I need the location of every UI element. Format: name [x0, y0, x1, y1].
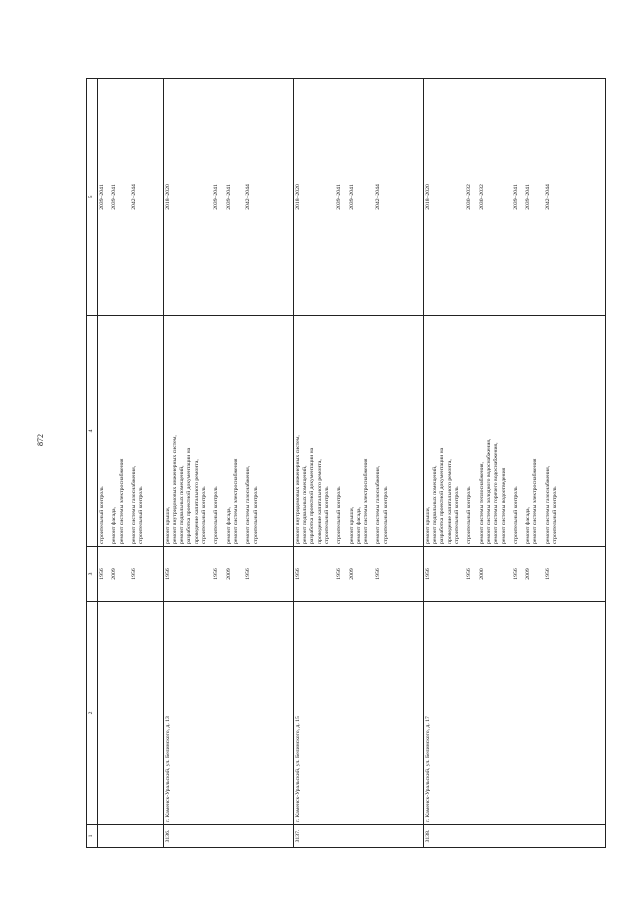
construction-year: 2009: [225, 568, 232, 580]
construction-year: [309, 549, 316, 599]
construction-year: 1956: [99, 568, 105, 580]
planned-period: [186, 81, 193, 313]
planned-period: [454, 81, 461, 313]
planned-period: 2042–2044: [375, 184, 382, 210]
year-cell: [98, 547, 164, 602]
table-row: [98, 79, 164, 848]
construction-year: [119, 549, 126, 599]
work-item: ремонт системы теплоснабжения,: [478, 462, 485, 544]
year-cell: [293, 547, 423, 602]
construction-year: [532, 549, 539, 599]
work-cell: [293, 316, 423, 547]
construction-year: 1956: [375, 568, 382, 580]
work-item: ремонт системы газоснабжения,: [245, 465, 252, 544]
construction-year: 1956: [130, 568, 137, 580]
construction-year: [233, 549, 240, 599]
construction-year: [194, 549, 201, 599]
construction-year: [363, 549, 370, 599]
construction-year: [356, 549, 363, 599]
planned-period: [493, 81, 500, 313]
construction-year: [454, 549, 461, 599]
construction-year: 1956: [512, 568, 519, 580]
work-item: строительный контроль: [213, 486, 220, 544]
work-item: строительный контроль: [552, 486, 559, 544]
header-col-3: 3: [87, 547, 98, 602]
work-item: строительный контроль: [382, 486, 389, 544]
construction-year: 2000: [478, 568, 485, 580]
planned-period: [172, 81, 179, 313]
work-item: ремонт фасада,: [225, 507, 232, 544]
planned-period: 2039–2041: [213, 184, 220, 210]
work-item: проведение капитального ремонта,: [446, 459, 453, 544]
header-col-5: 5: [87, 79, 98, 316]
planned-period: 2042–2044: [544, 184, 551, 210]
table-body: [98, 79, 606, 848]
table-row: [423, 79, 605, 848]
construction-year: [486, 549, 493, 599]
year-cell: [423, 547, 605, 602]
work-item: ремонт подвальных помещений,: [302, 465, 309, 544]
address-cell: г. Каменск-Уральский, ул. Белинского, д. 15: [293, 602, 423, 825]
planned-period: [253, 81, 260, 313]
construction-year: 2009: [348, 568, 355, 580]
work-item: строительный контроль: [454, 486, 461, 544]
construction-year: 2009: [111, 568, 118, 580]
construction-year: 1956: [424, 568, 431, 580]
planned-period: [317, 81, 324, 313]
work-item: ремонт системы газоснабжения,: [544, 465, 551, 544]
construction-year: 1956: [544, 568, 551, 580]
work-item: ремонт системы электроснабжения: [232, 458, 239, 544]
address-cell: г. Каменск-Уральский, ул. Белинского, д. 17: [423, 602, 605, 825]
row-number: 3136.: [163, 825, 293, 848]
rotated-table-wrapper: [86, 78, 606, 848]
table-row: [293, 79, 423, 848]
planned-period: 2030–2032: [478, 184, 485, 210]
planned-period: [324, 81, 331, 313]
work-item: ремонт системы газоснабжения,: [130, 465, 137, 544]
construction-year: 2009: [525, 568, 532, 580]
work-item: ремонт крыши,: [348, 506, 355, 544]
planned-period: 2039–2041: [99, 184, 105, 210]
work-item: строительный контроль: [336, 486, 343, 544]
work-item: ремонт крыши,: [164, 506, 171, 544]
row-number: 3138.: [423, 825, 605, 848]
planned-period: 2039–2041: [512, 184, 519, 210]
construction-year: [201, 549, 208, 599]
work-item: ремонт внутридомовых инженерных систем,: [171, 435, 178, 544]
construction-year: [439, 549, 446, 599]
work-item: строительный контроль: [99, 486, 105, 544]
construction-year: [493, 549, 500, 599]
period-cell: [98, 79, 164, 316]
construction-year: [186, 549, 193, 599]
construction-year: 1956: [466, 568, 473, 580]
work-item: разработка проектной документации на: [309, 447, 316, 544]
construction-year: [179, 549, 186, 599]
planned-period: [432, 81, 439, 313]
work-item: проведение капитального ремонта,: [316, 459, 323, 544]
planned-period: [119, 81, 126, 313]
work-item: ремонт системы электроснабжения: [532, 458, 539, 544]
work-item: ремонт системы горячего водоснабжения,: [493, 442, 500, 544]
construction-year: [172, 549, 179, 599]
work-cell: [98, 316, 164, 547]
work-item: ремонт фасада,: [111, 507, 118, 544]
construction-year: [552, 549, 559, 599]
construction-year: [317, 549, 324, 599]
work-item: строительный контроль: [252, 486, 259, 544]
row-number: [98, 825, 164, 848]
planned-period: [447, 81, 454, 313]
planned-period: [194, 81, 201, 313]
period-cell: [293, 79, 423, 316]
planned-period: 2039–2041: [336, 184, 343, 210]
work-item: строительный контроль: [138, 486, 145, 544]
header-col-2: 2: [87, 602, 98, 825]
planned-period: 2039–2041: [348, 184, 355, 210]
work-item: строительный контроль: [512, 486, 519, 544]
address-cell: [98, 602, 164, 825]
construction-year: 1956: [294, 568, 301, 580]
work-item: ремонт системы газоснабжения,: [375, 465, 382, 544]
work-cell: [163, 316, 293, 547]
header-col-4: 4: [87, 316, 98, 547]
capital-repair-table: [86, 78, 606, 848]
planned-period: 2042–2044: [130, 184, 137, 210]
planned-period: [179, 81, 186, 313]
planned-period: 2042–2044: [245, 184, 252, 210]
address-cell: г. Каменск-Уральский, ул. Белинского, д. 13: [163, 602, 293, 825]
construction-year: 1956: [245, 568, 252, 580]
planned-period: [383, 81, 390, 313]
work-item: ремонт системы электроснабжения: [363, 458, 370, 544]
planned-period: [233, 81, 240, 313]
work-item: ремонт фасада,: [355, 507, 362, 544]
work-item: разработка проектной документации на: [186, 447, 193, 544]
construction-year: [324, 549, 331, 599]
row-number: 3137.: [293, 825, 423, 848]
work-item: ремонт системы водоотведения: [500, 467, 507, 544]
planned-period: [501, 81, 508, 313]
work-item: строительный контроль: [323, 486, 330, 544]
work-item: проведение капитального ремонта,: [193, 459, 200, 544]
planned-period: [302, 81, 309, 313]
work-item: ремонт системы холодного водоснабжения,: [485, 438, 492, 544]
planned-period: 2018–2020: [164, 184, 171, 210]
planned-period: [486, 81, 493, 313]
planned-period: [363, 81, 370, 313]
work-item: ремонт фасада,: [525, 507, 532, 544]
year-cell: [163, 547, 293, 602]
construction-year: [501, 549, 508, 599]
planned-period: 2030–2032: [466, 184, 473, 210]
work-item: строительный контроль: [466, 486, 473, 544]
planned-period: [552, 81, 559, 313]
construction-year: [253, 549, 260, 599]
planned-period: 2018–2020: [294, 184, 301, 210]
planned-period: [356, 81, 363, 313]
work-item: строительный контроль: [201, 486, 208, 544]
work-item: ремонт подвальных помещений,: [432, 465, 439, 544]
period-cell: [423, 79, 605, 316]
planned-period: 2039–2041: [111, 184, 118, 210]
planned-period: [201, 81, 208, 313]
header-col-1: 1: [87, 825, 98, 848]
work-item: ремонт внутридомовых инженерных систем,: [294, 435, 301, 544]
work-cell: [423, 316, 605, 547]
work-item: ремонт крыши,: [424, 506, 431, 544]
planned-period: 2039–2041: [225, 184, 232, 210]
construction-year: [447, 549, 454, 599]
period-cell: [163, 79, 293, 316]
planned-period: [532, 81, 539, 313]
planned-period: [439, 81, 446, 313]
construction-year: [432, 549, 439, 599]
page-number: 872: [36, 434, 45, 446]
construction-year: 1956: [164, 568, 171, 580]
work-item: ремонт подвальных помещений,: [179, 465, 186, 544]
planned-period: 2018–2020: [424, 184, 431, 210]
construction-year: [302, 549, 309, 599]
planned-period: 2039–2041: [525, 184, 532, 210]
table-row: [163, 79, 293, 848]
work-item: ремонт системы электроснабжения: [118, 458, 125, 544]
construction-year: 1956: [213, 568, 220, 580]
work-item: разработка проектной документации на: [439, 447, 446, 544]
construction-year: [383, 549, 390, 599]
construction-year: 1956: [336, 568, 343, 580]
planned-period: [309, 81, 316, 313]
construction-year: [138, 549, 145, 599]
planned-period: [138, 81, 145, 313]
header-row: [87, 79, 98, 848]
